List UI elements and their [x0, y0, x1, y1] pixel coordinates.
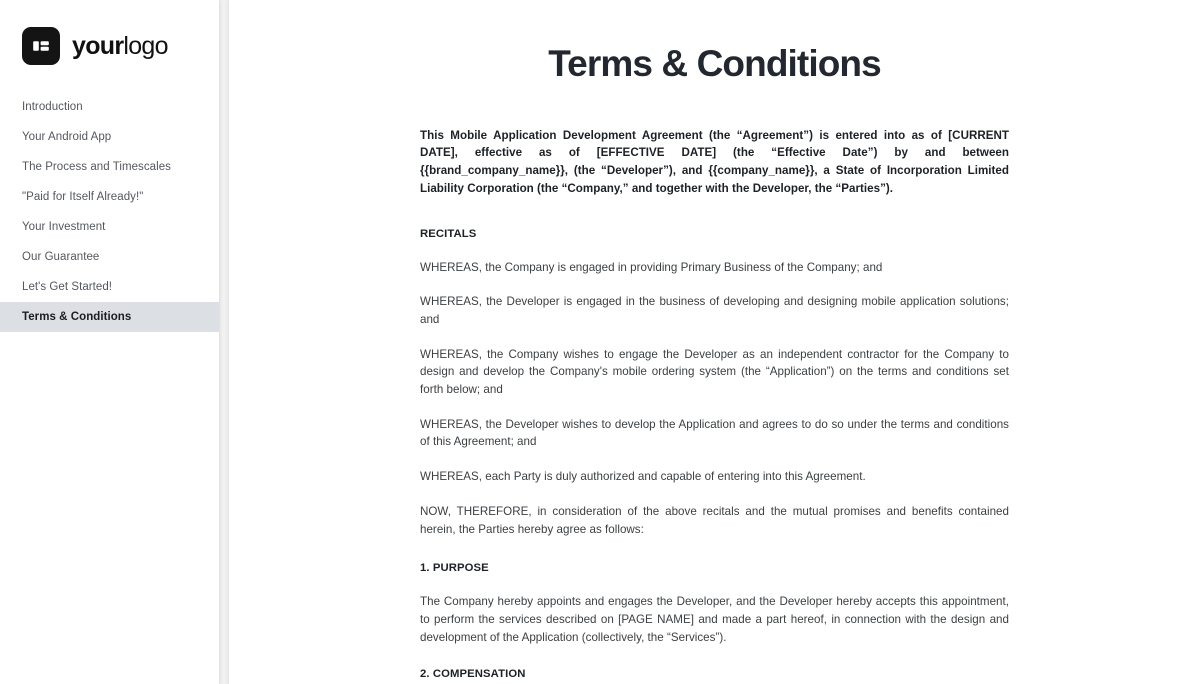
sidebar-item-our-guarantee[interactable]: Our Guarantee — [22, 251, 100, 263]
sidebar-item-the-process-and-timescales[interactable]: The Process and Timescales — [22, 161, 171, 173]
recital-paragraph-5: WHEREAS, each Party is duly authorized and capable of entering into this Agreement. — [420, 470, 866, 484]
recital-paragraph-6: NOW, THEREFORE, in consideration of the above recitals and the mutual promises and benefits contained herein, the Parties hereby agree as follows: — [420, 504, 1009, 536]
sidebar-item-terms-and-conditions[interactable]: Terms & Conditions — [0, 302, 219, 332]
document-canvas — [219, 0, 1200, 684]
page-title: Terms & Conditions — [548, 43, 881, 84]
layout-panels-icon — [22, 27, 60, 65]
sidebar-nav — [0, 92, 219, 332]
recital-paragraph-3: WHEREAS, the Company wishes to engage the Developer as an independent contractor for the Company to design and develop the Company's mobile ordering system (the “Application”) on the terms and conditions set forth below; and — [420, 347, 1009, 397]
sidebar-item-your-investment[interactable]: Your Investment — [22, 221, 106, 233]
brand-wordmark-light: logo — [123, 31, 168, 60]
recital-paragraph-4: WHEREAS, the Developer wishes to develop the Application and agrees to do so under the terms and conditions of this Agreement; and — [420, 417, 1009, 449]
document-body — [420, 85, 1009, 683]
section-1-heading: 1. PURPOSE — [420, 562, 489, 575]
brand-wordmark-bold: your — [72, 31, 124, 60]
sidebar-item-lets-get-started[interactable]: Let's Get Started! — [22, 281, 113, 293]
recital-paragraph-2: WHEREAS, the Developer is engaged in the business of developing and designing mobile application solutions; and — [420, 295, 1009, 326]
section-1-body: The Company hereby appoints and engages the Developer, and the Developer hereby accepts this appointment, to perform the services described on [PAGE NAME] and made a part hereof, in connection with the design and development of the Application (collectively, the “Services”). — [420, 595, 1009, 644]
document-page — [229, 0, 1200, 684]
recital-paragraph-1: WHEREAS, the Company is engaged in providing Primary Business of the Company; and — [420, 260, 883, 274]
section-2-heading: 2. COMPENSATION — [420, 668, 526, 681]
sidebar-item-your-android-app[interactable]: Your Android App — [22, 131, 112, 143]
sidebar-item-introduction[interactable]: Introduction — [22, 101, 83, 113]
recitals-heading: RECITALS — [420, 227, 477, 240]
lead-paragraph: This Mobile Application Development Agreement (the “Agreement”) is entered into as of [CURRENT DATE], effective as of [EFFECTIVE DATE] (the “Effective Date”) by and between {{brand_company_name}}, (the “Developer”), and {{company_name}}, a State of Incorporation Limited Liability Corporation (the “Company,” and together with the Developer, the “Parties”). — [420, 128, 1009, 195]
brand-wordmark — [72, 31, 168, 60]
brand-logo[interactable] — [0, 0, 219, 68]
sidebar — [0, 0, 219, 684]
sidebar-item-paid-for-itself-already[interactable]: "Paid for Itself Already!" — [22, 191, 144, 203]
